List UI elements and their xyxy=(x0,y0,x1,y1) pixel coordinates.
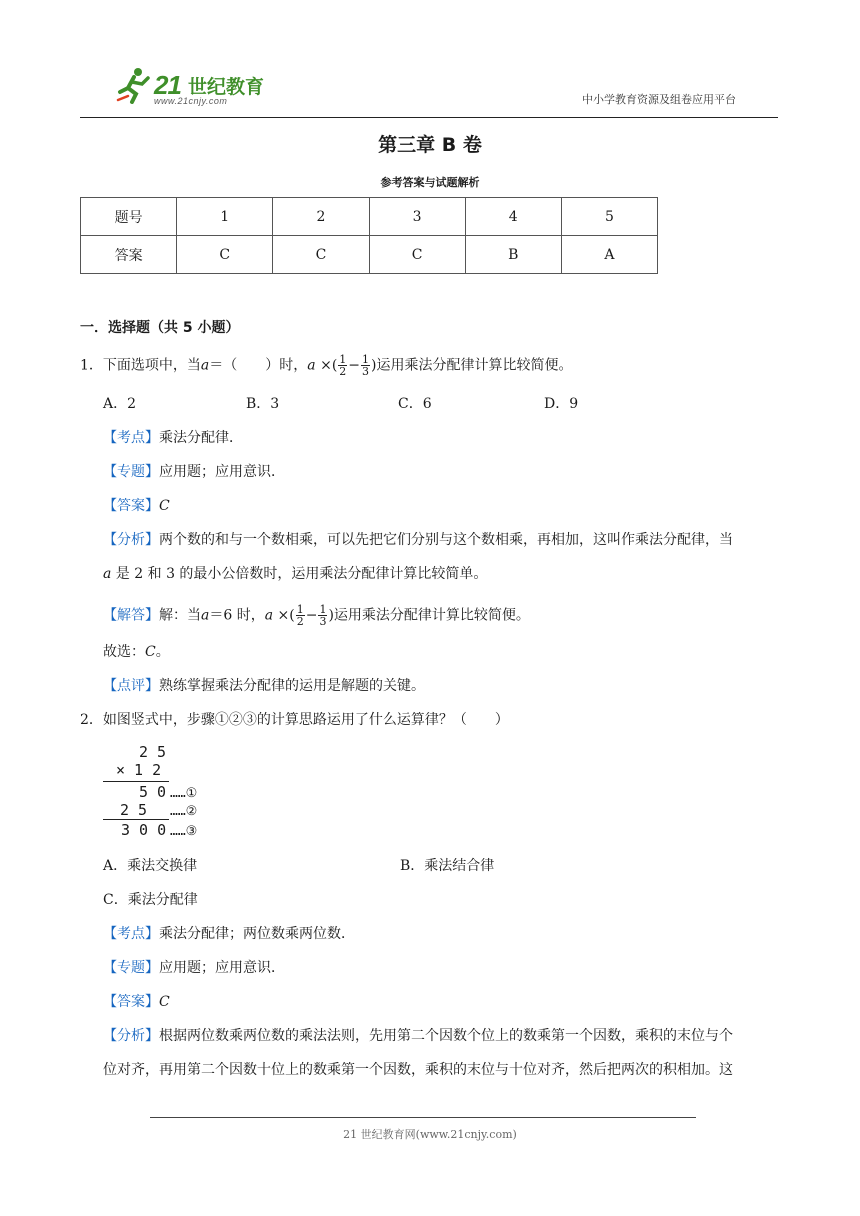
table-cell: C xyxy=(177,236,273,274)
vertical-row-5: 3 0 0 xyxy=(121,821,167,839)
page-title: 第三章 B 卷 xyxy=(378,134,482,156)
table-cell: 题号 xyxy=(81,198,177,236)
fenxi-tag: 【分析】 xyxy=(103,532,159,548)
footer-divider xyxy=(150,1117,696,1118)
numerator: 1 xyxy=(296,603,304,616)
q1-jieda xyxy=(103,604,530,627)
daan-tag: 【答案】 xyxy=(103,994,159,1010)
table-cell: C xyxy=(273,236,369,274)
q2-kaodian xyxy=(103,924,355,944)
q1-stem-text: ＝（ ）时， xyxy=(209,357,308,374)
jieda-tag: 【解答】 xyxy=(103,607,159,624)
q1-operator: ×( xyxy=(277,607,295,624)
kaodian-text: 乘法分配律；两位数乘两位数． xyxy=(159,926,355,942)
q2-daan xyxy=(103,992,170,1012)
answer-table xyxy=(80,197,658,274)
denominator: 2 xyxy=(296,615,304,628)
daan-text: C xyxy=(159,498,170,514)
q1-operator: − xyxy=(348,357,361,374)
fenxi-text: 两个数的和与一个数相乘，可以先把它们分别与这个数相乘，再相加，这叫作乘法分配律，当 xyxy=(159,532,733,548)
q2-option-c: C．乘法分配律 xyxy=(103,892,198,908)
table-cell: 1 xyxy=(177,198,273,236)
kaodian-text: 乘法分配律． xyxy=(159,430,243,446)
denominator: 3 xyxy=(362,365,370,378)
q2-zhuanti xyxy=(103,958,285,978)
table-cell: 5 xyxy=(561,198,657,236)
table-cell: 4 xyxy=(465,198,561,236)
table-cell: A xyxy=(561,236,657,274)
q2-option-a: A．乘法交换律 xyxy=(103,858,198,874)
table-cell: C xyxy=(369,236,465,274)
footer-text: 21 世纪教育网(www.21cnjy.com) xyxy=(343,1128,517,1141)
jieda-text: ＝6 时， xyxy=(209,607,265,624)
q1-zhuanti xyxy=(103,462,285,482)
logo xyxy=(116,66,266,106)
guxuan-text: 。 xyxy=(155,644,170,660)
section-heading: 一．选择题（共 5 小题） xyxy=(80,320,240,336)
dianping-tag: 【点评】 xyxy=(103,678,159,694)
vertical-row-3: 5 0 xyxy=(139,783,167,801)
kaodian-tag: 【考点】 xyxy=(103,926,159,942)
q1-stem-text: 1．下面选项中，当 xyxy=(80,357,201,374)
fenxi-tag: 【分析】 xyxy=(103,1028,159,1044)
guxuan-value: C xyxy=(145,644,156,660)
logo-text: 世纪教育 xyxy=(188,76,265,98)
q1-fenxi xyxy=(103,530,733,550)
table-cell: 2 xyxy=(273,198,369,236)
q1-dianping xyxy=(103,676,425,696)
q1-variable: a xyxy=(307,357,316,374)
guxuan-text: 故选： xyxy=(103,644,145,660)
zhuanti-text: 应用题；应用意识． xyxy=(159,960,285,976)
q1-operator: − xyxy=(305,607,318,624)
q1-kaodian xyxy=(103,428,243,448)
q1-fenxi-cont xyxy=(103,564,487,584)
header-divider xyxy=(80,117,778,118)
q1-option-b: B．3 xyxy=(246,396,280,412)
platform-name: 中小学教育资源及组卷应用平台 xyxy=(582,93,736,106)
q2-stem: 2．如图竖式中，步骤①②③的计算思路运用了什么运算律？（ ） xyxy=(80,712,509,728)
denominator: 3 xyxy=(319,615,327,628)
kaodian-tag: 【考点】 xyxy=(103,430,159,446)
table-cell: 答案 xyxy=(81,236,177,274)
runner-icon xyxy=(116,66,152,104)
q1-option-d: D．9 xyxy=(544,396,579,412)
jieda-text: 解：当 xyxy=(159,607,201,624)
fenxi-variable: a xyxy=(103,566,112,582)
jieda-text: )运用乘法分配律计算比较简便。 xyxy=(328,607,530,624)
numerator: 1 xyxy=(362,353,370,366)
q1-option-a: A．2 xyxy=(103,396,137,412)
fenxi-text: 是 2 和 3 的最小公倍数时，运用乘法分配律计算比较简单。 xyxy=(111,566,488,582)
zhuanti-tag: 【专题】 xyxy=(103,960,159,976)
page-subtitle: 参考答案与试题解析 xyxy=(380,176,480,189)
daan-tag: 【答案】 xyxy=(103,498,159,514)
fraction xyxy=(296,604,305,627)
step-mark-2: ……② xyxy=(170,804,198,819)
jieda-variable: a xyxy=(201,607,210,624)
step-mark-1: ……① xyxy=(170,786,198,801)
table-row xyxy=(81,198,658,236)
vertical-row-4: 2 5 xyxy=(120,801,148,819)
vertical-row-2: × 1 2 xyxy=(116,761,162,779)
q1-daan xyxy=(103,496,170,516)
table-row xyxy=(81,236,658,274)
table-cell: 3 xyxy=(369,198,465,236)
logo-number: 21 xyxy=(154,70,181,100)
q2-option-b: B．乘法结合律 xyxy=(400,858,495,874)
q1-guxuan xyxy=(103,642,170,662)
table-cell: B xyxy=(465,236,561,274)
q1-variable: a xyxy=(200,357,210,374)
numerator: 1 xyxy=(319,603,327,616)
q2-fenxi-cont: 位对齐，再用第二个因数十位上的数乘第一个因数，乘积的末位与十位对齐，然后把两次的积相加。这 xyxy=(103,1062,733,1078)
denominator: 2 xyxy=(339,365,347,378)
fraction xyxy=(361,354,370,377)
q1-stem xyxy=(80,354,573,377)
q1-stem-text: )运用乘法分配律计算比较简便。 xyxy=(371,357,573,374)
daan-text: C xyxy=(159,994,170,1010)
numerator: 1 xyxy=(339,353,347,366)
fraction xyxy=(338,354,347,377)
q2-fenxi xyxy=(103,1026,733,1046)
dianping-text: 熟练掌握乘法分配律的运用是解题的关键。 xyxy=(159,678,425,694)
zhuanti-tag: 【专题】 xyxy=(103,464,159,480)
fenxi-text: 根据两位数乘两位数的乘法法则，先用第二个因数个位上的数乘第一个因数，乘积的末位与个 xyxy=(159,1028,733,1044)
q1-option-c: C．6 xyxy=(398,396,432,412)
vertical-row-1: 2 5 xyxy=(139,743,167,761)
zhuanti-text: 应用题；应用意识． xyxy=(159,464,285,480)
fraction xyxy=(318,604,327,627)
step-mark-3: ……③ xyxy=(170,824,198,839)
q1-operator: ×( xyxy=(320,357,338,374)
logo-url: www.21cnjy.com xyxy=(154,96,228,106)
jieda-variable: a xyxy=(264,607,274,624)
